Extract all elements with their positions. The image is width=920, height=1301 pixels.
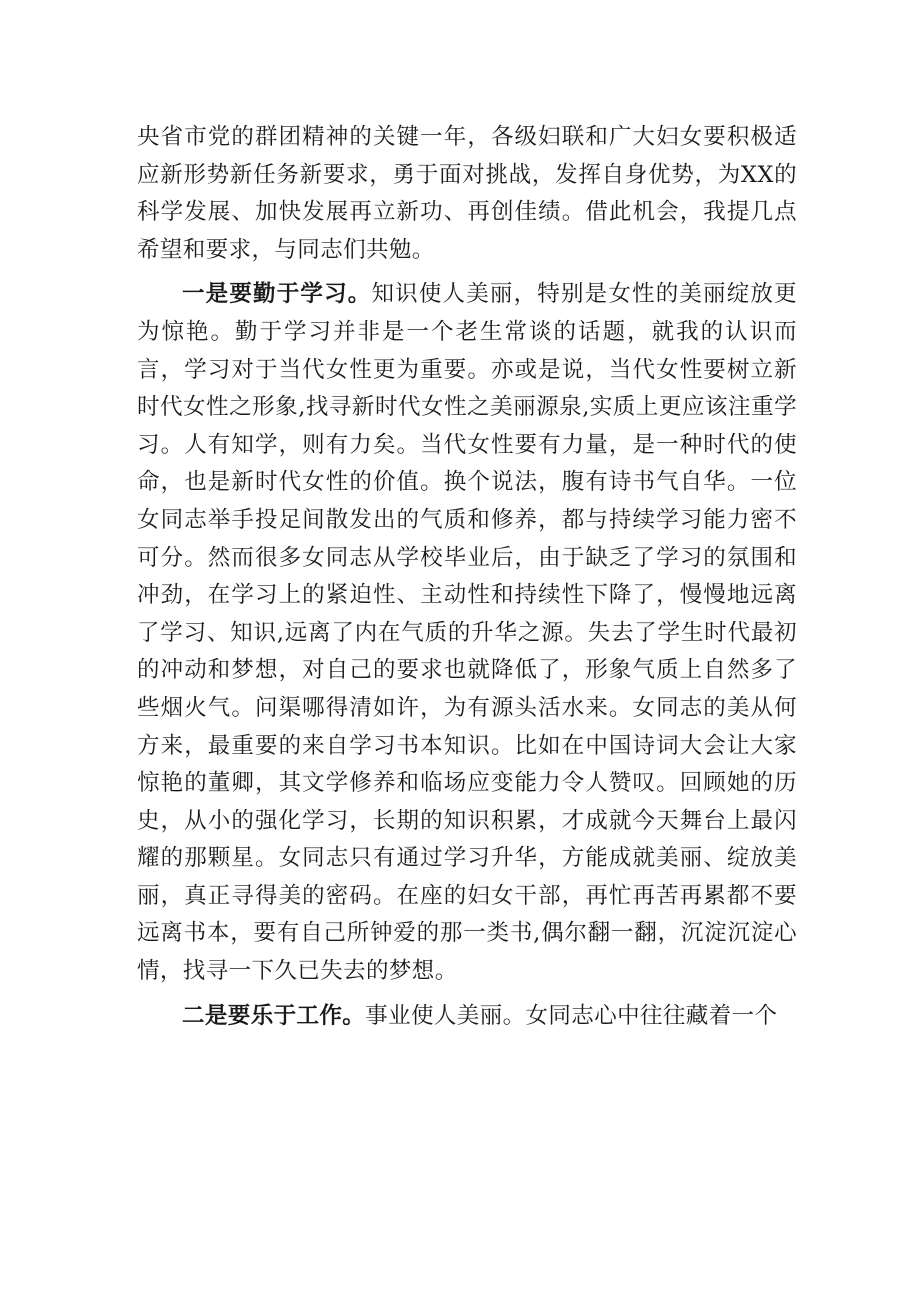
paragraph-work — [137, 998, 797, 1036]
paragraph-intro-text: 央省市党的群团精神的关键一年，各级妇联和广大妇女要积极适应新形势新任务新要求，勇于面对挑战，发挥自身优势，为XX的科学发展、加快发展再立新功、再创佳绩。借此机会，我提几点希望和要求，与同志们共勉。 — [137, 124, 797, 263]
paragraph-work-heading: 二是要乐于工作。 — [182, 1002, 366, 1029]
paragraph-work-text: 事业使人美丽。女同志心中往往藏着一个 — [365, 1002, 778, 1029]
document-body — [137, 119, 797, 1035]
paragraph-intro — [137, 119, 797, 269]
paragraph-study — [137, 276, 797, 990]
paragraph-study-text: 知识使人美丽，特别是女性的美丽绽放更为惊艳。勤于学习并非是一个老生常谈的话题，就我的认识而言，学习对于当代女性更为重要。亦或是说，当代女性要树立新时代女性之形象,找寻新时代女性之美丽源泉,实质上更应该注重学习。人有知学，则有力矣。当代女性要有力量，是一种时代的使命，也是新时代女性的价值。换个说法，腹有诗书气自华。一位女同志举手投足间散发出的气质和修养，都与持续学习能力密不可分。然而很多女同志从学校毕业后，由于缺乏了学习的氛围和冲劲，在学习上的紧迫性、主动性和持续性下降了，慢慢地远离了学习、知识,远离了内在气质的升华之源。失去了学生时代最初的冲动和梦想，对自己的要求也就降低了，形象气质上自然多了些烟火气。问渠哪得清如许，为有源头活水来。女同志的美从何方来，最重要的来自学习书本知识。比如在中国诗词大会让大家惊艳的董卿，其文学修养和临场应变能力令人赞叹。回顾她的历史，从小的强化学习，长期的知识积累，才成就今天舞台上最闪耀的那颗星。女同志只有通过学习升华，方能成就美丽、绽放美丽，真正寻得美的密码。在座的妇女干部，再忙再苦再累都不要远离书本，要有自己所钟爱的那一类书,偶尔翻一翻，沉淀沉淀心情，找寻一下久已失去的梦想。 — [137, 281, 798, 985]
paragraph-study-heading: 一是要勤于学习。 — [182, 281, 372, 308]
